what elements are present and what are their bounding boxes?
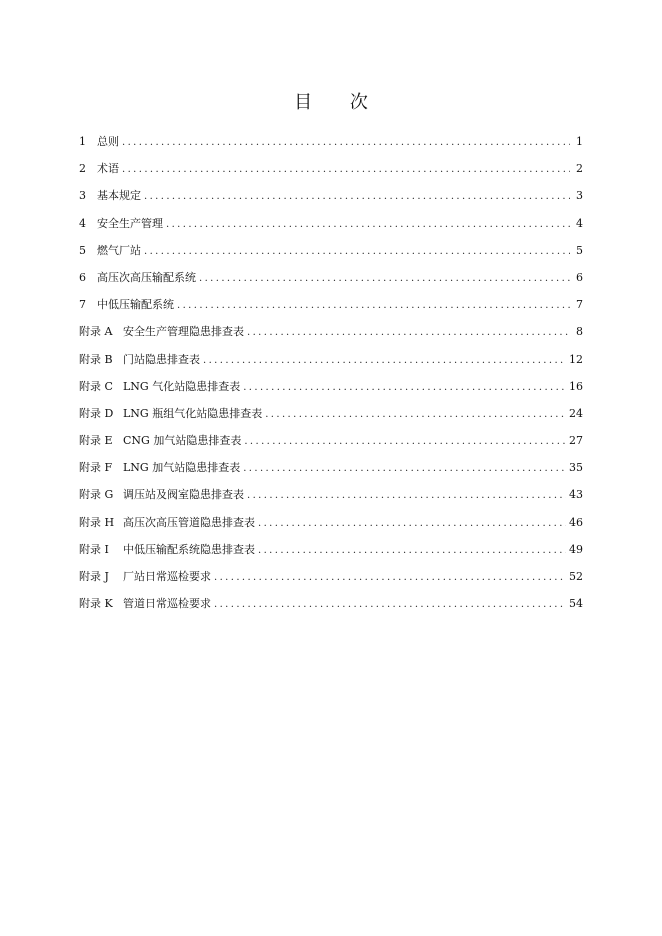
toc-leader-dots: [243, 459, 566, 479]
toc-entry-page: 12: [569, 352, 583, 366]
toc-entry-title: LNG 瓶组气化站隐患排查表: [123, 406, 263, 420]
toc-leader-dots: [247, 323, 570, 343]
toc-leader-dots: [214, 568, 566, 588]
toc-leader-dots: [166, 215, 570, 235]
toc-leader-dots: [122, 160, 570, 180]
toc-entry-title: LNG 气化站隐患排查表: [123, 379, 241, 393]
toc-entry-page: 27: [569, 434, 583, 448]
toc-entry[interactable]: [79, 513, 583, 540]
toc-entry-page: 52: [569, 570, 583, 583]
toc-entry[interactable]: [79, 377, 583, 404]
toc-entry-page: 43: [569, 488, 583, 502]
toc-entry[interactable]: [79, 132, 583, 159]
toc-entry-title: 安全生产管理: [97, 216, 163, 230]
toc-entry-title: 调压站及阀室隐患排查表: [123, 488, 244, 502]
toc-entry-page: 8: [576, 325, 583, 339]
toc-leader-dots: [199, 269, 570, 289]
toc-entry-page: 1: [576, 135, 583, 148]
toc-entry-number: 附录 I: [79, 542, 109, 556]
toc-leader-dots: [258, 541, 566, 561]
toc-entry-title: 安全生产管理隐患排查表: [123, 325, 244, 339]
toc-leader-dots: [214, 595, 566, 615]
toc-entry[interactable]: [79, 159, 583, 186]
toc-leader-dots: [258, 514, 566, 534]
toc-entry-number: 附录 D: [79, 406, 114, 420]
toc-entry[interactable]: [79, 594, 583, 621]
toc-leader-dots: [265, 405, 566, 425]
toc-entry[interactable]: [79, 485, 583, 512]
toc-leader-dots: [243, 378, 566, 398]
toc-entry-page: 46: [569, 515, 583, 529]
toc-entry-title: LNG 加气站隐患排查表: [123, 461, 241, 475]
toc-entry-number: 7: [79, 298, 86, 312]
toc-entry-number: 附录 F: [79, 461, 113, 475]
toc-leader-dots: [144, 242, 570, 262]
toc-entry-title: 基本规定: [97, 189, 141, 203]
toc-entry-number: 5: [79, 243, 86, 257]
toc-entry-page: 24: [569, 406, 583, 420]
toc-entry[interactable]: [79, 458, 583, 485]
toc-entry-number: 附录 A: [79, 325, 113, 339]
toc-entry[interactable]: [79, 567, 583, 594]
toc-leader-dots: [144, 187, 570, 207]
toc-entry-page: 16: [569, 379, 583, 393]
toc-entry-title: 总则: [97, 135, 119, 148]
toc-entry-title: 术语: [97, 162, 119, 176]
toc-entry-number: 附录 E: [79, 434, 113, 448]
toc-entry-page: 6: [576, 270, 583, 284]
toc-entry[interactable]: [79, 268, 583, 295]
toc-entry[interactable]: [79, 186, 583, 213]
toc-entry[interactable]: [79, 404, 583, 431]
toc-entry[interactable]: [79, 241, 583, 268]
toc-entry-number: 附录 B: [79, 352, 113, 366]
toc-entry-number: 1: [79, 135, 86, 148]
toc-entry[interactable]: [79, 295, 583, 322]
toc-entry[interactable]: [79, 214, 583, 241]
toc-entry[interactable]: [79, 350, 583, 377]
table-of-contents: [79, 132, 583, 621]
toc-entry-title: 中低压输配系统: [97, 298, 174, 312]
toc-entry-page: 49: [569, 542, 583, 556]
toc-entry-page: 35: [569, 461, 583, 475]
toc-entry-number: 附录 C: [79, 379, 113, 393]
toc-entry-title: 管道日常巡检要求: [123, 597, 211, 611]
toc-entry[interactable]: [79, 322, 583, 349]
toc-entry-number: 附录 H: [79, 515, 115, 529]
toc-entry-page: 3: [576, 189, 583, 203]
toc-entry[interactable]: [79, 431, 583, 458]
toc-leader-dots: [247, 486, 566, 506]
toc-entry-title: CNG 加气站隐患排查表: [123, 434, 242, 448]
toc-entry-number: 附录 K: [79, 597, 113, 611]
toc-entry-title: 门站隐患排查表: [123, 352, 200, 366]
page-title: 目 次: [294, 92, 384, 113]
toc-entry-title: 高压次高压管道隐患排查表: [123, 515, 255, 529]
toc-leader-dots: [122, 133, 570, 153]
toc-entry-page: 54: [569, 597, 583, 611]
toc-leader-dots: [244, 432, 566, 452]
toc-entry-title: 中低压输配系统隐患排查表: [123, 542, 255, 556]
toc-entry-page: 5: [576, 243, 583, 257]
toc-entry-title: 高压次高压输配系统: [97, 270, 196, 284]
toc-leader-dots: [203, 351, 566, 371]
toc-entry-number: 3: [79, 189, 86, 203]
toc-entry-page: 7: [576, 298, 583, 312]
toc-leader-dots: [177, 296, 570, 316]
toc-entry-number: 4: [79, 216, 86, 230]
toc-entry-number: 附录 J: [79, 570, 109, 583]
toc-entry-page: 4: [576, 216, 583, 230]
toc-entry-title: 厂站日常巡检要求: [123, 570, 211, 583]
toc-entry-number: 附录 G: [79, 488, 114, 502]
toc-entry[interactable]: [79, 540, 583, 567]
toc-entry-page: 2: [576, 162, 583, 176]
toc-entry-number: 6: [79, 270, 86, 284]
toc-entry-number: 2: [79, 162, 86, 176]
toc-entry-title: 燃气厂站: [97, 243, 141, 257]
